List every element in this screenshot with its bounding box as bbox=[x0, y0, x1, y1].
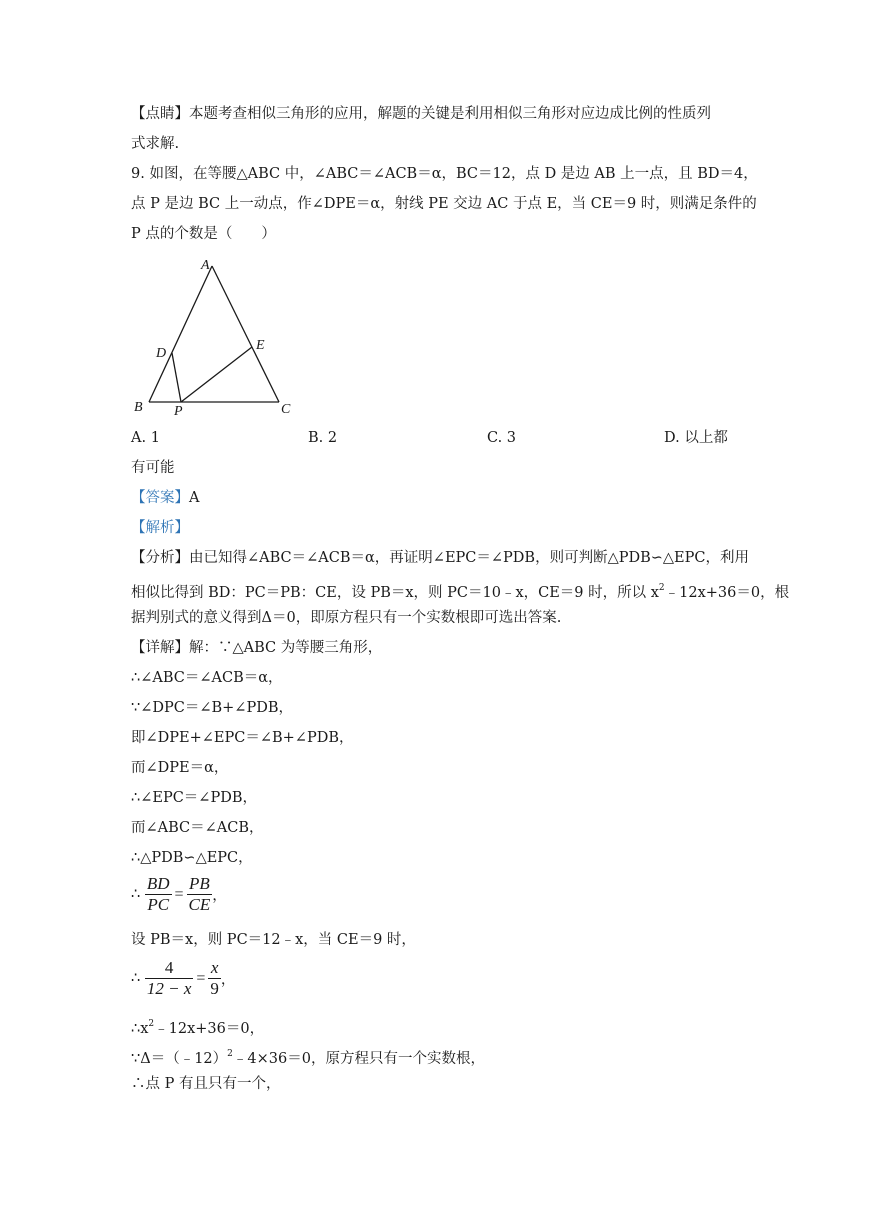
answer-value: A bbox=[189, 490, 200, 506]
fraction-equation-2 bbox=[131, 958, 235, 999]
detail-line-7: 而∠ABC＝∠ACB， bbox=[131, 820, 264, 836]
label-c: C bbox=[281, 402, 291, 417]
fraction-4-over-12-minus-x bbox=[145, 958, 194, 999]
segment-dp bbox=[172, 353, 181, 402]
analysis-text-1: 由已知得∠ABC＝∠ACB＝α，再证明∠EPC＝∠PDB，则可判断△PDB∽△EPC，利用 bbox=[189, 550, 749, 566]
frac1-suffix: ， bbox=[212, 888, 227, 904]
detail-line-9: 设 PB＝x，则 PC＝12﹣x，当 CE＝9 时， bbox=[131, 932, 416, 948]
label-e: E bbox=[256, 338, 265, 353]
frac1-den2: CE bbox=[188, 895, 211, 914]
comment-text-2: 式求解. bbox=[131, 136, 180, 152]
frac2-den2: 9 bbox=[210, 979, 219, 998]
answer-line bbox=[131, 488, 199, 508]
analysis-text-2b: ﹣12x+36＝0，根 bbox=[664, 585, 790, 601]
analysis-tag: 【分析】 bbox=[131, 550, 189, 566]
detail-line-11 bbox=[131, 1044, 485, 1069]
detail-text-11a: ∵Δ＝（﹣12） bbox=[131, 1051, 228, 1067]
detail-text-10b: ﹣12x+36＝0， bbox=[154, 1021, 265, 1037]
frac2-prefix: ∴ bbox=[131, 970, 141, 987]
comment-text-1: 本题考查相似三角形的应用，解题的关键是利用相似三角形对应边成比例的性质列 bbox=[189, 106, 711, 122]
detail-sup-11: 2 bbox=[227, 1049, 233, 1059]
frac2-eq: = bbox=[196, 969, 206, 987]
analysis-text-2a: 相似比得到 BD：PC＝PB：CE，设 PB＝x，则 PC＝10﹣x，CE＝9 时，所以 x bbox=[131, 585, 659, 601]
detail-line-5: 而∠DPE＝α， bbox=[131, 760, 229, 776]
question-line-1: 9. 如图，在等腰△ABC 中，∠ABC＝∠ACB＝α，BC＝12，点 D 是边 AB 上一点，且 BD＝4， bbox=[131, 166, 758, 182]
frac1-num1: BD bbox=[146, 874, 170, 893]
detail-line-1 bbox=[131, 638, 382, 658]
fraction-pb-ce bbox=[187, 874, 213, 915]
frac1-den1: PC bbox=[147, 895, 170, 914]
frac2-den1: 12 − x bbox=[146, 979, 192, 998]
frac2-num2: x bbox=[208, 958, 221, 979]
detail-line-8: ∴△PDB∽△EPC， bbox=[131, 850, 253, 866]
detail-line-4: 即∠DPE+∠EPC＝∠B+∠PDB， bbox=[131, 730, 354, 746]
label-p: P bbox=[174, 404, 183, 419]
detail-line-6: ∴∠EPC＝∠PDB， bbox=[131, 790, 257, 806]
option-c: C. 3 bbox=[487, 430, 517, 446]
fraction-x-over-9 bbox=[208, 958, 221, 999]
detail-sup-10: 2 bbox=[148, 1019, 155, 1029]
label-b: B bbox=[134, 400, 143, 415]
analysis-sup: 2 bbox=[658, 583, 665, 593]
analysis-line-2 bbox=[131, 578, 789, 603]
detail-line-2: ∴∠ABC＝∠ACB＝α， bbox=[131, 670, 283, 686]
detail-tag: 【详解】 bbox=[131, 640, 189, 656]
option-d-cont: 有可能 bbox=[131, 460, 175, 476]
detail-line-10 bbox=[131, 1014, 264, 1039]
fraction-equation-1 bbox=[131, 874, 227, 915]
comment-tag: 【点睛】 bbox=[131, 106, 189, 122]
answer-tag: 【答案】 bbox=[131, 490, 189, 506]
segment-pe bbox=[181, 347, 252, 402]
frac1-prefix: ∴ bbox=[131, 886, 141, 903]
triangle-figure bbox=[128, 250, 308, 420]
detail-text-11b: ﹣4×36＝0，原方程只有一个实数根， bbox=[232, 1051, 485, 1067]
detail-line-3: ∵∠DPC＝∠B+∠PDB， bbox=[131, 700, 293, 716]
frac2-suffix: ， bbox=[220, 972, 236, 988]
option-d: D. 以上都 bbox=[664, 430, 728, 446]
detail-text-10a: ∴x bbox=[131, 1021, 149, 1037]
analysis-heading: 【解析】 bbox=[131, 520, 189, 536]
segment-ab bbox=[149, 266, 212, 402]
frac1-eq: = bbox=[174, 885, 184, 903]
fraction-bd-pc bbox=[145, 874, 172, 915]
option-b: B. 2 bbox=[308, 430, 338, 446]
detail-text-1: 解：∵△ABC 为等腰三角形， bbox=[189, 640, 383, 656]
comment-line-1 bbox=[131, 104, 711, 124]
segment-ac bbox=[212, 266, 279, 402]
label-a: A bbox=[201, 258, 210, 273]
frac2-num1: 4 bbox=[145, 958, 194, 979]
label-d: D bbox=[156, 346, 167, 361]
analysis-line-1 bbox=[131, 548, 749, 568]
question-line-2: 点 P 是边 BC 上一动点，作∠DPE＝α，射线 PE 交边 AC 于点 E，当 CE＝9 时，则满足条件的 bbox=[131, 196, 757, 212]
frac1-num2: PB bbox=[187, 874, 213, 895]
question-line-3: P 点的个数是（ ） bbox=[131, 226, 276, 242]
detail-line-12: ∴点 P 有且只有一个， bbox=[131, 1076, 281, 1092]
option-a: A. 1 bbox=[131, 430, 160, 446]
analysis-line-3: 据判别式的意义得到Δ＝0，即原方程只有一个实数根即可选出答案. bbox=[131, 610, 562, 626]
